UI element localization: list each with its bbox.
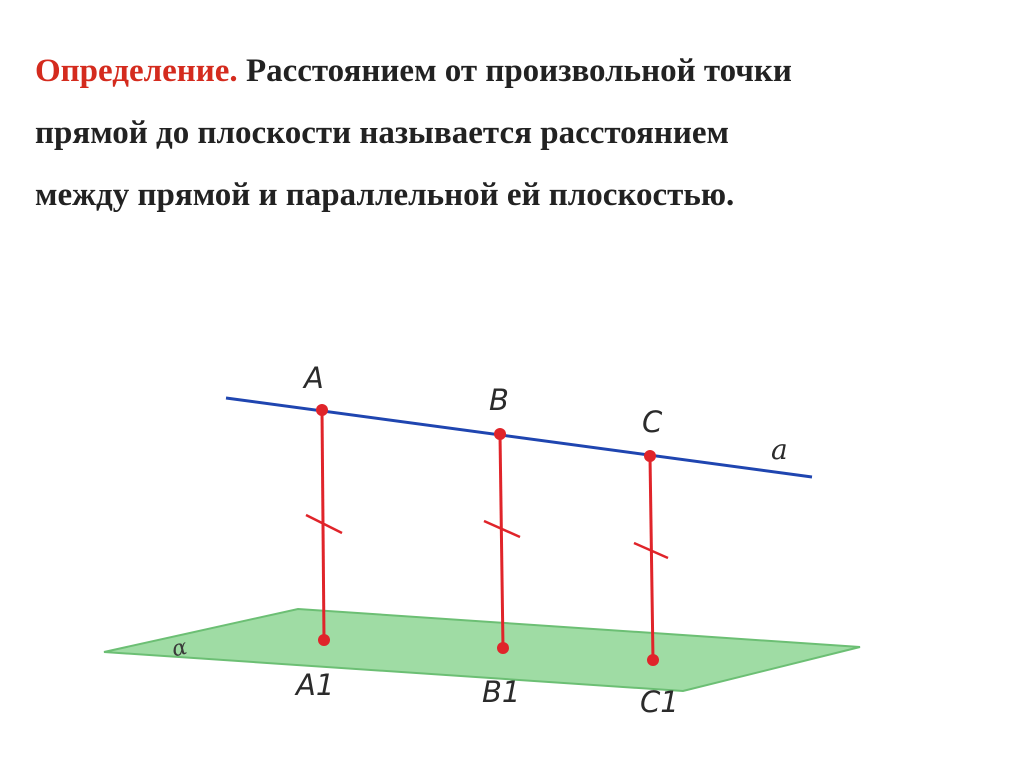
point-c1 [647,654,659,666]
definition-line-1-rest: Расстоянием от произвольной точки [237,53,792,89]
label-b: B [489,383,509,417]
label-a1: A1 [296,668,335,702]
definition-term: Определение. [35,53,238,89]
point-a1 [318,634,330,646]
label-c: C [642,405,663,439]
point-a [316,404,328,416]
plane-label: α [169,634,190,663]
line-a [226,398,812,477]
perpendicular-c-c1 [650,456,653,660]
point-c [644,450,656,462]
definition-line-3: между прямой и параллельной ей плоскостью. [35,177,735,213]
label-a: A [304,361,324,395]
definition-line-2: прямой до плоскости называется расстоянием [35,115,730,151]
perpendicular-b-b1 [500,434,503,648]
point-b [494,428,506,440]
label-c1: C1 [640,685,679,719]
label-line-a: a [771,433,788,466]
point-b1 [497,642,509,654]
label-b1: B1 [482,675,521,709]
